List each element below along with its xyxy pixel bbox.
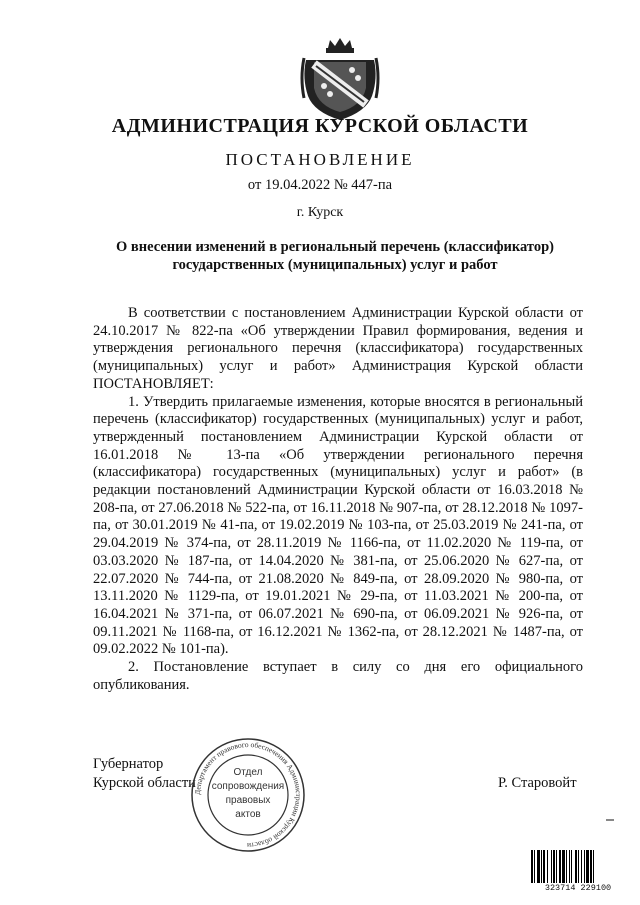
barcode-bar [541,850,542,884]
barcode-bar [566,850,567,884]
stamp-line-1: Отдел [233,767,263,778]
signatory-position-line2: Курской области [93,775,196,791]
margin-mark [606,819,614,821]
barcode-bar [584,850,585,884]
barcode-bar [593,850,594,884]
stamp-ring-text: Департамент правового обеспечения Администрации Курской области [192,739,304,851]
coat-of-arms-emblem [300,38,380,122]
barcode-number: 323714 229100 [530,883,626,893]
barcode-bar [575,850,577,884]
preamble-paragraph: В соответствии с постановлением Администрации Курской области от 24.10.2017 № 822-па «Об утверждении Правил формирования, ведения и утверждения регионального перечня (классификатора) государственных (муниципальных) услуг и работ» Администрация Курской области ПОСТАНОВЛЯЕТ: [93,305,583,392]
item-2-paragraph: 2. Постановление вступает в силу со дня его официального опубликования. [93,659,583,693]
barcode-bar [559,850,561,884]
barcode-bar [586,850,589,884]
signatory-name: Р. Старовойт [498,775,577,791]
document-title-line2: государственных (муниципальных) услуг и работ [172,257,498,273]
barcode-bar [562,850,565,884]
barcode-bar [578,850,579,884]
barcode-bar [553,850,555,884]
barcode-bar [534,850,535,884]
document-date-number: от 19.04.2022 № 447-па [247,177,393,193]
signatory-position [93,755,196,793]
item-1-paragraph: 1. Утвердить прилагаемые изменения, которые вносятся в региональный перечень (классификатор) государственных (муниципальных) услуг и работ, утвержденный постановлением Администрации Курской области от 16.01.2018 № 13-па «Об утверждении регионального перечня (классификатора) государственных (муниципальных) услуг и работ» (в редакции постановлений Администрации Курской области от 16.03.2018 № 208-па, от 27.06.2018 № 522-па, от 16.11.2018 № 907-па, от 28.12.2018 № 1097-па, от 30.01.2019 № 41-па, от 19.02.2019 № 103-па, от 25.03.2019 № 241-па, от 29.04.2019 № 374-па, от 28.11.2019 № 1166-па, от 11.02.2020 № 119-па, от 03.03.2020 № 187-па, от 14.04.2020 № 381-па, от 25.06.2020 № 627-па, от 22.07.2020 № 744-па, от 21.08.2020 № 849-па, от 28.09.2020 № 980-па, от 13.11.2020 № 1129-па, от 19.01.2021 № 29-па, от 11.03.2021 № 200-па, от 16.04.2021 № 371-па, от 06.07.2021 № 690-па, от 06.09.2021 № 926-па, от 09.11.2021 № 1168-па, от 16.12.2021 № 1362-па, от 28.12.2021 № 1487-па, от 09.02.2022 № 101-па). [93,393,583,658]
barcode-bar [590,850,592,884]
stamp-line-2: сопровождения [211,781,285,792]
barcode-bar [556,850,557,884]
official-stamp [190,737,306,853]
barcode-bar [537,850,540,884]
barcode-bar [551,850,552,884]
barcode-bar [571,850,572,884]
document-title [100,238,570,274]
document-body [93,305,583,694]
stamp-line-3: правовых [225,795,271,806]
document-city: г. Курск [296,205,344,220]
barcode-bar [581,850,582,884]
signatory-position-line1: Губернатор [93,756,164,772]
barcode-bar [569,850,570,884]
document-title-line1: О внесении изменений в региональный перечень (классификатор) [116,239,554,255]
organization-name: АДМИНИСТРАЦИЯ КУРСКОЙ ОБЛАСТИ [111,115,529,137]
barcode-bar [543,850,545,884]
document-type: ПОСТАНОВЛЕНИЕ [225,150,415,169]
barcode-bar [547,850,548,884]
stamp-line-4: актов [235,809,261,820]
barcode-bar [531,850,533,884]
